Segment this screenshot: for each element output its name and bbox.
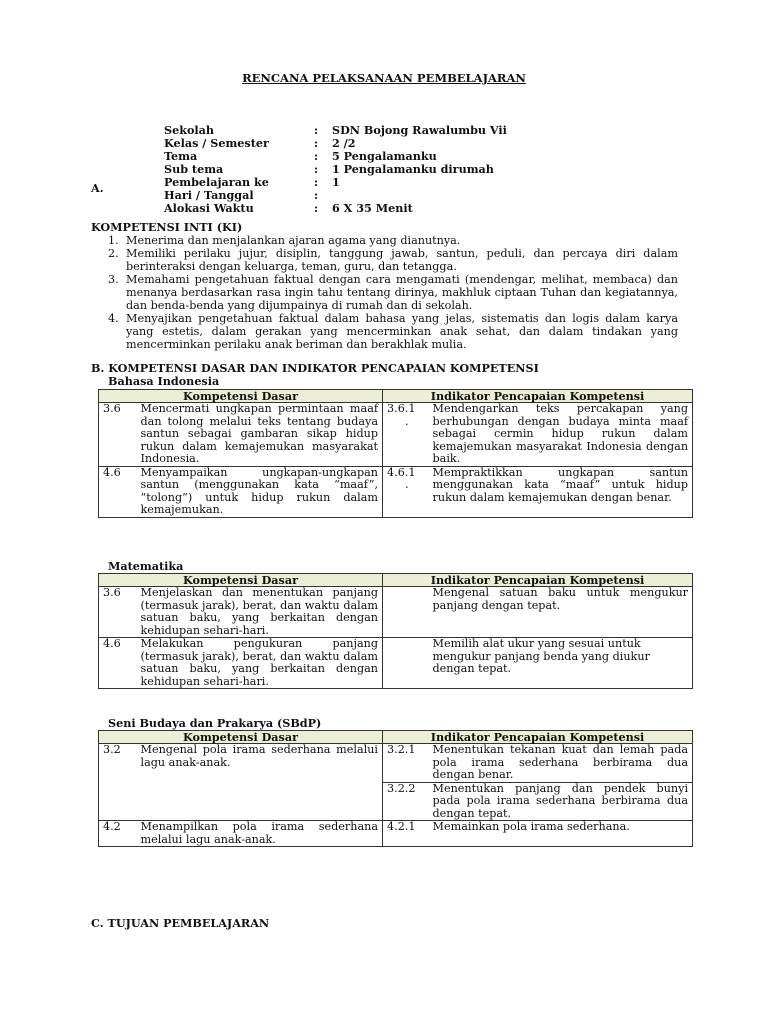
ki-item: 4. Menyajikan pengetahuan faktual dalam bahasa yang jelas, sistematis dan logis dalam karya yang estetis, dalam gerakan yang mencerminkan anak sehat, dan dalam tindakan yang mencerminkan perilaku anak beriman dan berakhlak mulia. xyxy=(108,312,678,351)
kd-text: Menampilkan pola irama sederhana melalui lagu anak-anak. xyxy=(137,821,383,847)
subject-bahasa-indonesia: Bahasa Indonesia xyxy=(108,374,220,388)
ki-heading: KOMPETENSI INTI (KI) xyxy=(91,220,243,234)
kd-text: Mencermati ungkapan permintaan maaf dan tolong melalui teks tentang budaya santun sebagai gambaran sikap hidup rukun dalam kemajemukan masyarakat Indonesia. xyxy=(137,403,383,467)
indicator-number: 3.6.1 . xyxy=(383,403,429,467)
kd-text: Menyampaikan ungkapan-ungkapan santun (menggunakan kata “maaf”, “tolong”) untuk hidup rukun dalam kemajemukan. xyxy=(137,466,383,517)
ki-item: 3. Memahami pengetahuan faktual dengan cara mengamati (mendengar, melihat, membaca) dan menanya berdasarkan rasa ingin tahu tentang dirinya, makhluk ciptaan Tuhan dan kegiatannya, dan benda-benda yang dijumpainya di rumah dan di sekolah. xyxy=(108,273,678,312)
indicator-text: Mengenal satuan baku untuk mengukur panjang dengan tepat. xyxy=(429,587,693,638)
kd-text: Menjelaskan dan menentukan panjang (termasuk jarak), berat, dan waktu dalam satuan baku, yang berkaitan dengan kehidupan sehari-hari. xyxy=(137,587,383,638)
kd-number: 3.6 xyxy=(99,587,137,638)
header-kompetensi-dasar: Kompetensi Dasar xyxy=(99,731,383,744)
section-a-label: A. xyxy=(91,181,104,195)
table-row xyxy=(99,821,693,847)
table-header xyxy=(99,574,693,587)
header-indikator: Indikator Pencapaian Kompetensi xyxy=(383,574,693,587)
table-header xyxy=(99,731,693,744)
identity-row-subtema: Sub tema : 1 Pengalamanku dirumah xyxy=(164,162,494,176)
indicator-number: 4.2.1 xyxy=(383,821,429,847)
indicator-text: Menentukan panjang dan pendek bunyi pada pola irama sederhana berbirama dua dengan tepat. xyxy=(429,782,693,821)
table-sbdp xyxy=(98,730,693,847)
indicator-text: Memilih alat ukur yang sesuai untuk mengukur panjang benda yang diukur dengan tepat. xyxy=(429,638,693,689)
identity-row-sekolah: Sekolah : SDN Bojong Rawalumbu Vii xyxy=(164,123,507,137)
identity-row-kelas: Kelas / Semester : 2 /2 xyxy=(164,136,356,150)
header-kompetensi-dasar: Kompetensi Dasar xyxy=(99,574,383,587)
indicator-number xyxy=(383,587,429,638)
ki-list xyxy=(108,234,678,351)
table-row xyxy=(99,403,693,467)
indicator-text: Mempraktikkan ungkapan santun menggunakan kata “maaf” untuk hidup rukun dalam kemajemukan dengan benar. xyxy=(429,466,693,517)
table-row xyxy=(99,638,693,689)
identity-row-alokasi: Alokasi Waktu : 6 X 35 Menit xyxy=(164,201,413,215)
header-indikator: Indikator Pencapaian Kompetensi xyxy=(383,390,693,403)
table-row xyxy=(99,744,693,783)
identity-row-pembelajaran: Pembelajaran ke : 1 xyxy=(164,175,340,189)
table-header xyxy=(99,390,693,403)
indicator-number: 3.2.1 xyxy=(383,744,429,783)
kd-number: 4.6 xyxy=(99,638,137,689)
tujuan-heading: C. TUJUAN PEMBELAJARAN xyxy=(91,916,270,930)
table-row xyxy=(99,466,693,517)
indicator-text: Mendengarkan teks percakapan yang berhubungan dengan budaya minta maaf sebagai cermin hidup rukun dalam kemajemukan masyarakat Indonesia dengan baik. xyxy=(429,403,693,467)
indicator-text: Menentukan tekanan kuat dan lemah pada pola irama sederhana berbirama dua dengan benar. xyxy=(429,744,693,783)
indicator-number xyxy=(383,638,429,689)
indicator-text: Memainkan pola irama sederhana. xyxy=(429,821,693,847)
indicator-number: 4.6.1 . xyxy=(383,466,429,517)
identity-block xyxy=(164,124,507,215)
subject-matematika: Matematika xyxy=(108,559,184,573)
ki-item: 1. Menerima dan menjalankan ajaran agama yang dianutnya. xyxy=(108,234,461,247)
indicator-number: 3.2.2 xyxy=(383,782,429,821)
kd-number: 3.6 xyxy=(99,403,137,467)
identity-row-hari: Hari / Tanggal : xyxy=(164,188,319,202)
subject-sbdp: Seni Budaya dan Prakarya (SBdP) xyxy=(108,716,322,730)
identity-row-tema: Tema : 5 Pengalamanku xyxy=(164,149,437,163)
kd-text: Mengenal pola irama sederhana melalui lagu anak-anak. xyxy=(137,744,383,821)
header-indikator: Indikator Pencapaian Kompetensi xyxy=(383,731,693,744)
table-matematika xyxy=(98,573,693,689)
ki-item: 2. Memiliki perilaku jujur, disiplin, tanggung jawab, santun, peduli, dan percaya diri dalam berinteraksi dengan keluarga, teman, guru, dan tetangga. xyxy=(108,247,678,273)
kd-heading: B. KOMPETENSI DASAR DAN INDIKATOR PENCAPAIAN KOMPETENSI xyxy=(91,361,539,375)
kd-number: 3.2 xyxy=(99,744,137,821)
kd-text: Melakukan pengukuran panjang (termasuk jarak), berat, dan waktu dalam satuan baku, yang berkaitan dengan kehidupan sehari-hari. xyxy=(137,638,383,689)
kd-number: 4.2 xyxy=(99,821,137,847)
table-row xyxy=(99,587,693,638)
header-kompetensi-dasar: Kompetensi Dasar xyxy=(99,390,383,403)
table-bahasa-indonesia xyxy=(98,389,693,518)
kd-number: 4.6 xyxy=(99,466,137,517)
document-title: RENCANA PELAKSANAAN PEMBELAJARAN xyxy=(242,71,526,85)
